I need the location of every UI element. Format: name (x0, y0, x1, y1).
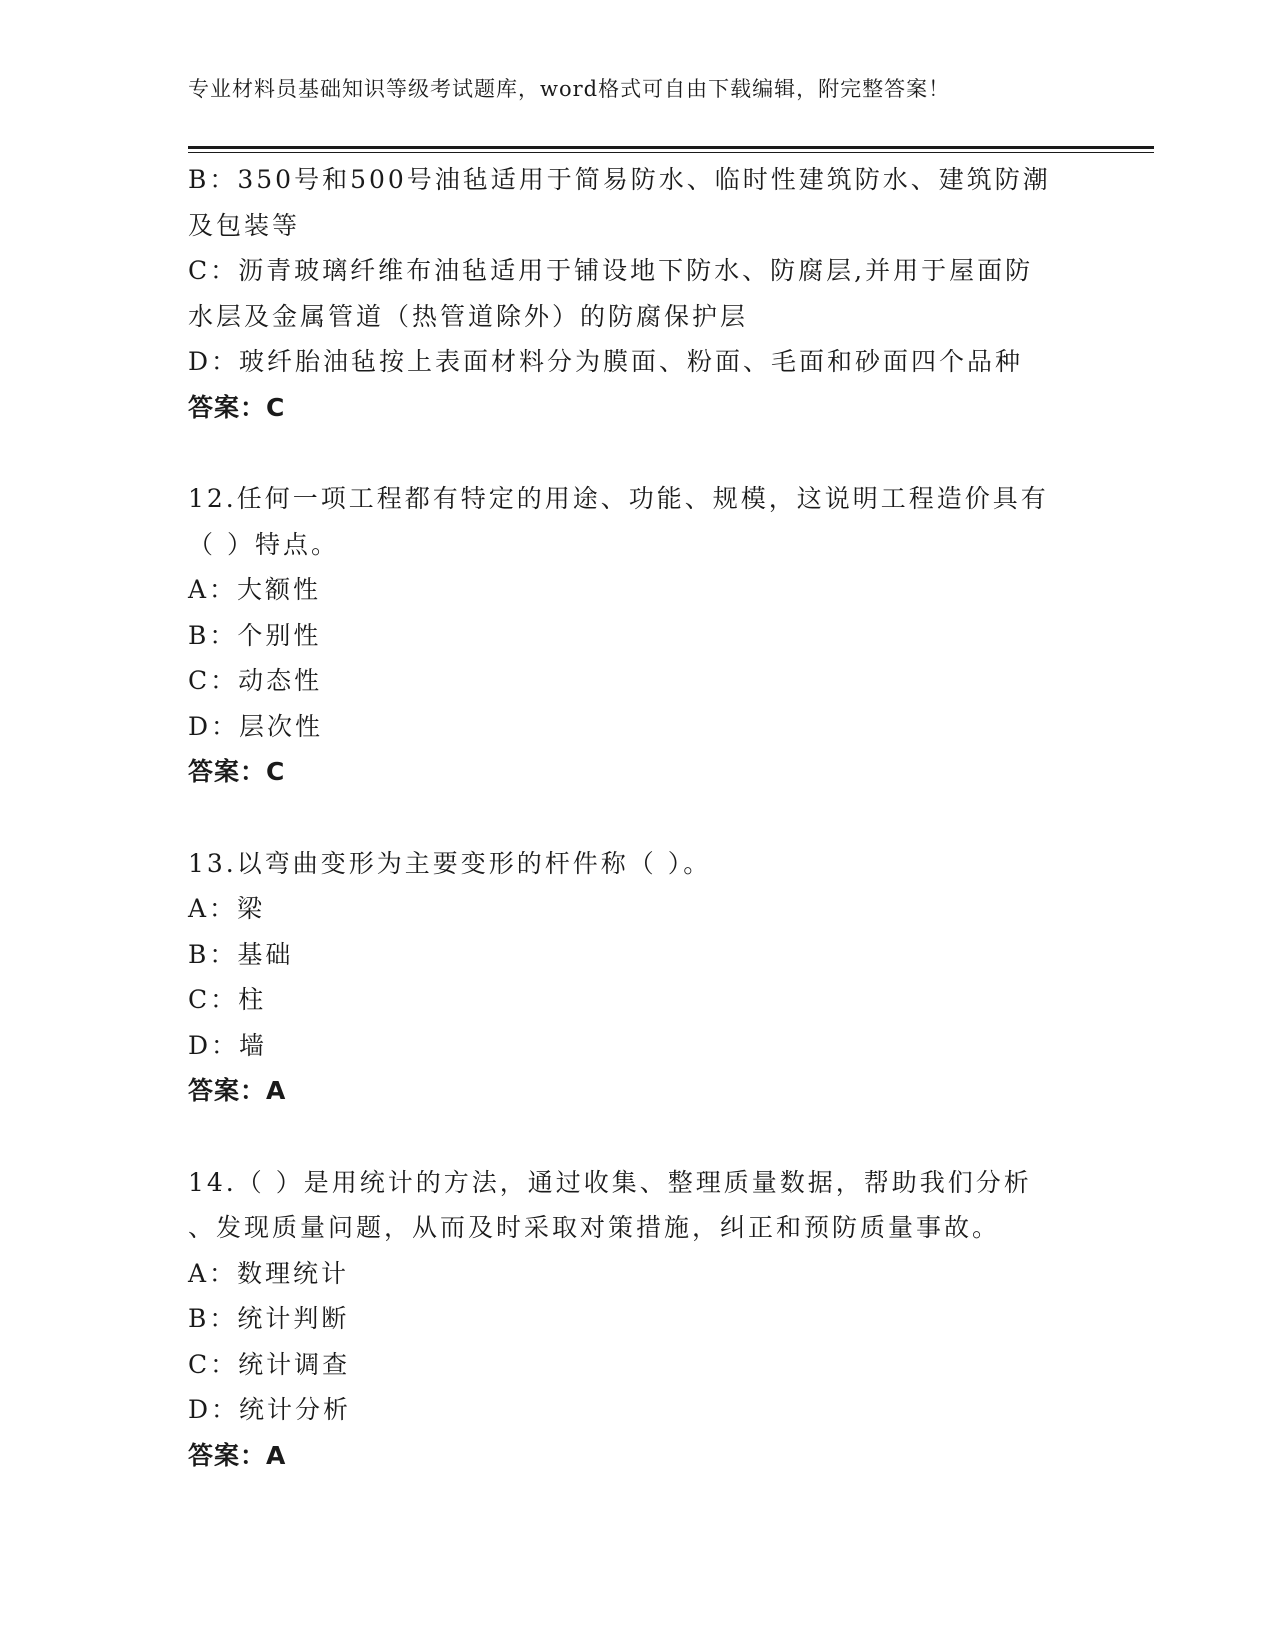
question-14 (188, 1160, 1088, 1479)
question-13 (188, 841, 1088, 1114)
option-c: C：柱 (188, 985, 267, 1014)
option-d: D：统计分析 (188, 1395, 352, 1424)
option-a: A：梁 (188, 894, 266, 923)
question-stem: 13.以弯曲变形为主要变形的杆件称（ ）。 (188, 848, 712, 878)
question-12 (188, 476, 1088, 795)
option-b: B：基础 (188, 939, 294, 969)
answer-text: 答案：A (188, 1440, 287, 1470)
question-stem: 14.（ ）是用统计的方法，通过收集、整理质量数据，帮助我们分析 (188, 1167, 1032, 1197)
option-a: A：数理统计 (188, 1258, 350, 1288)
spacer (188, 430, 1088, 476)
option-b: B：统计判断 (188, 1304, 350, 1333)
option-d: D：墙 (188, 1030, 268, 1060)
option-a: A：大额性 (188, 575, 322, 604)
option-c: C：动态性 (188, 666, 323, 695)
option-text: C：沥青玻璃纤维布油毡适用于铺设地下防水、防腐层,并用于屋面防 (188, 256, 1034, 285)
option-text: D：玻纤胎油毡按上表面材料分为膜面、粉面、毛面和砂面四个品种 (188, 347, 1024, 376)
option-c: C：统计调查 (188, 1349, 351, 1379)
header-rule-thin (188, 152, 1154, 153)
question-11-continuation (188, 157, 1088, 430)
option-text: 及包装等 (188, 210, 301, 240)
spacer (188, 1114, 1088, 1160)
option-d: D：层次性 (188, 711, 324, 741)
option-text: 水层及金属管道（热管道除外）的防腐保护层 (188, 301, 749, 331)
answer-text: 答案：C (188, 757, 286, 786)
option-text: B：350号和500号油毡适用于简易防水、临时性建筑防水、建筑防潮 (188, 165, 1051, 194)
answer-text: 答案：C (188, 392, 286, 422)
question-stem: （ ）特点。 (188, 529, 339, 559)
page-header: 专业材料员基础知识等级考试题库，word格式可自由下载编辑，附完整答案！ (188, 77, 951, 101)
header-rule-thick (188, 146, 1154, 149)
document-body (188, 157, 1088, 1478)
question-stem: 、发现质量问题，从而及时采取对策措施，纠正和预防质量事故。 (188, 1213, 1001, 1242)
option-b: B：个别性 (188, 620, 322, 650)
question-stem: 12.任何一项工程都有特定的用途、功能、规模，这说明工程造价具有 (188, 484, 1049, 513)
spacer (188, 795, 1088, 841)
answer-text: 答案：A (188, 1076, 287, 1105)
